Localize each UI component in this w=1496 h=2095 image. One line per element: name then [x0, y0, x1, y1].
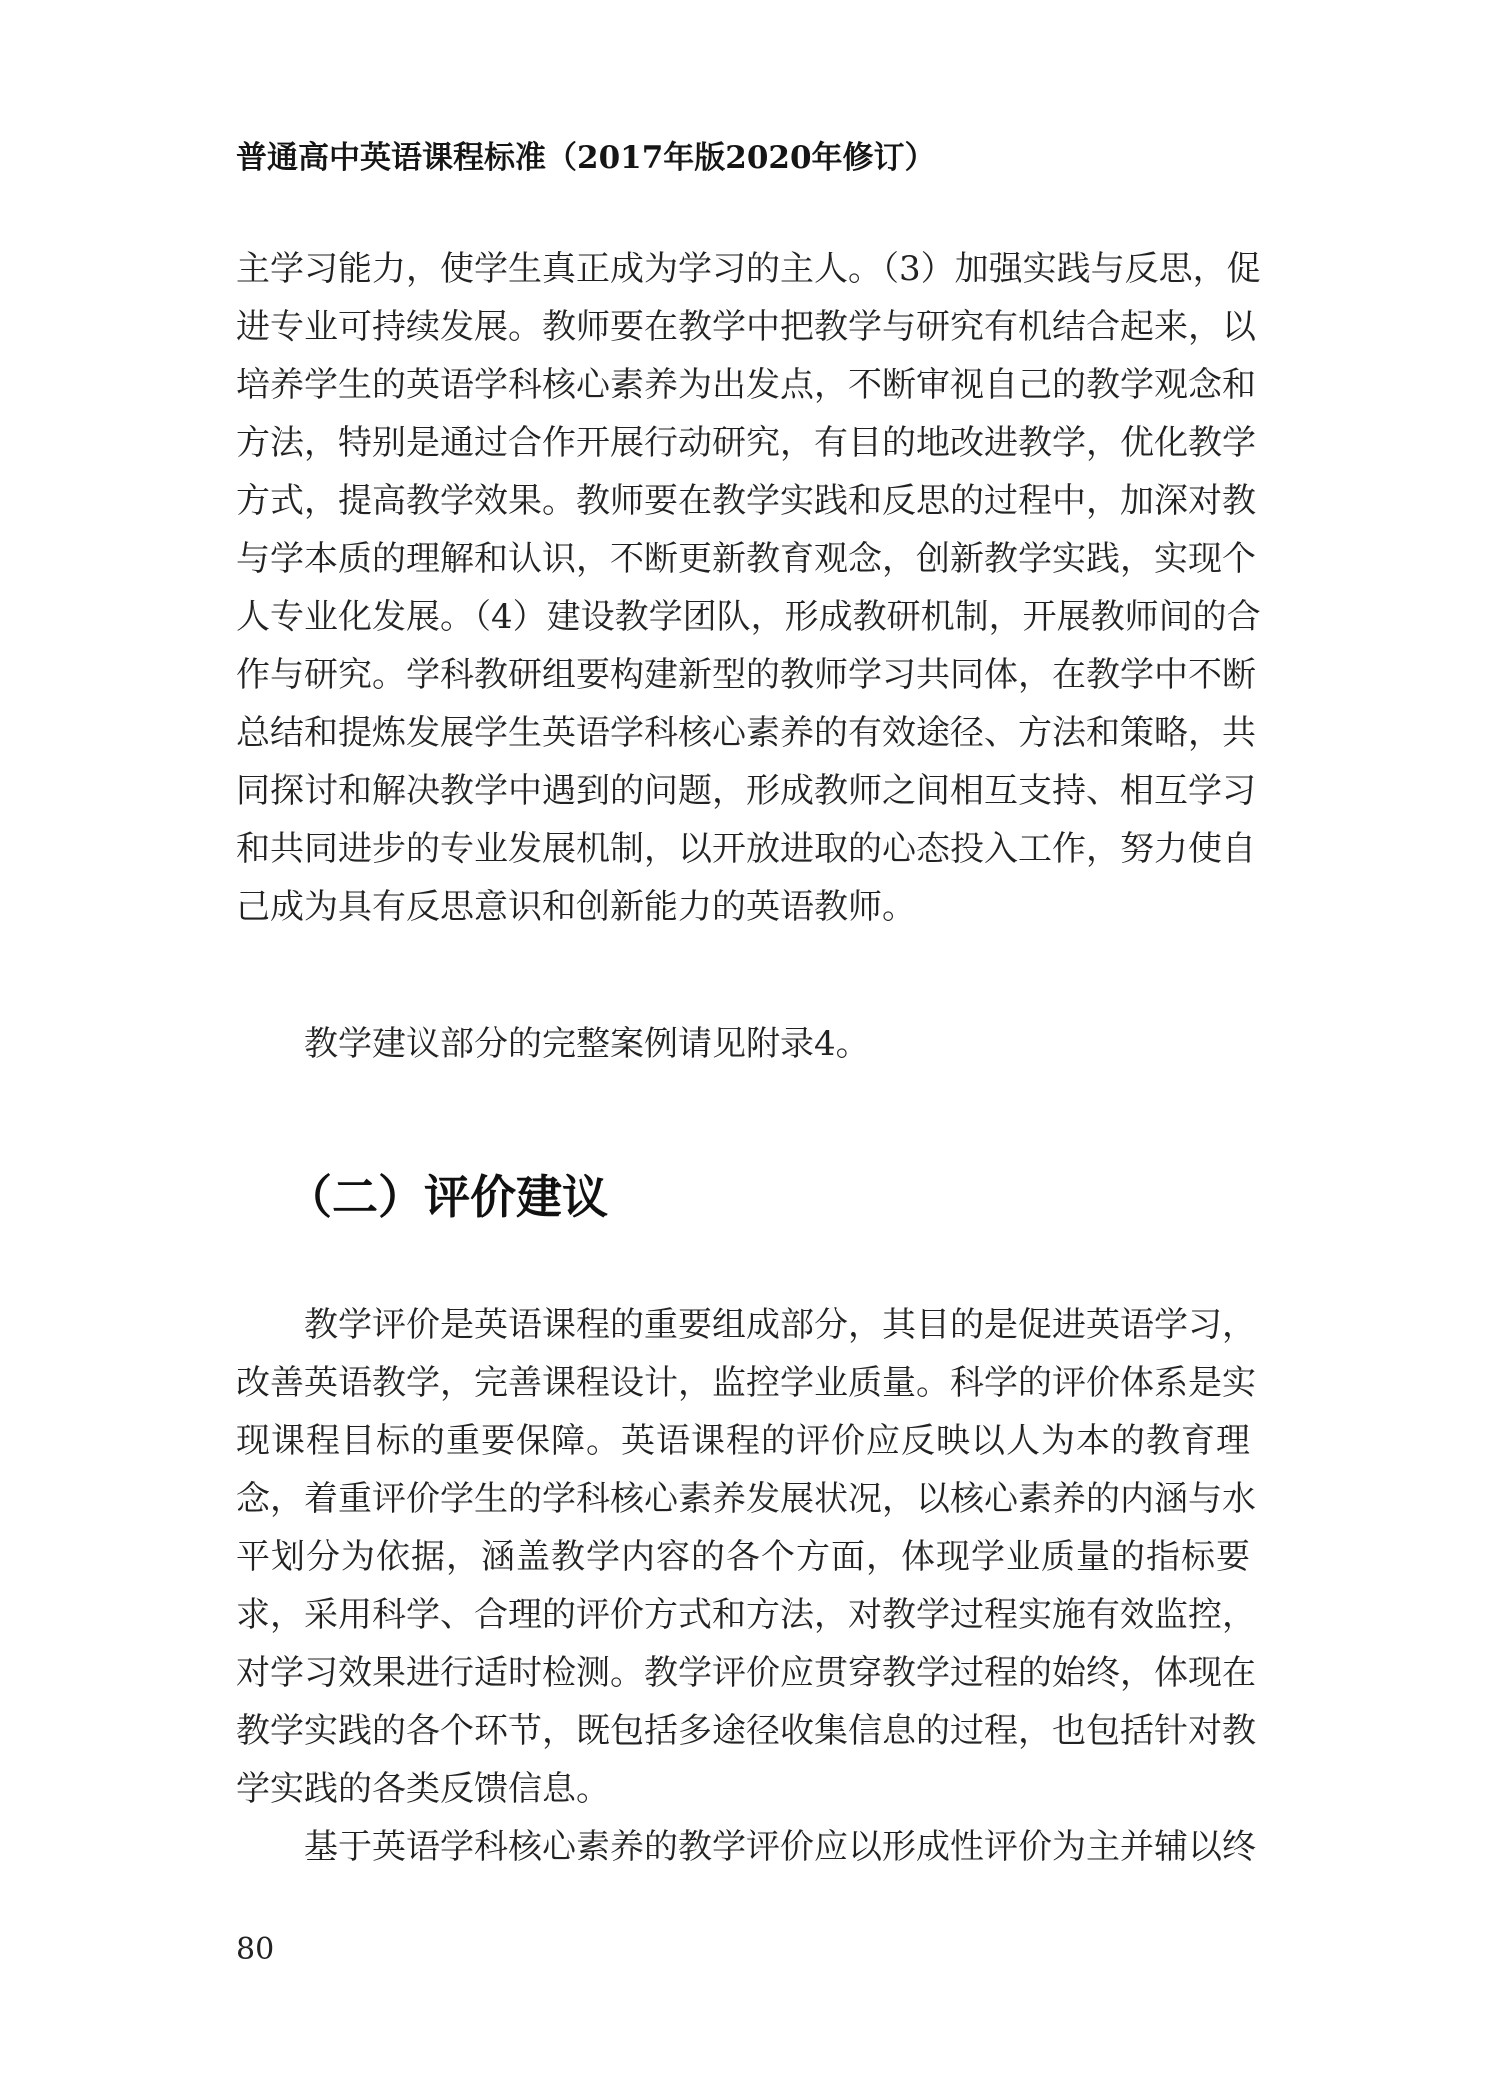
paragraph-line: 平划分为依据，涵盖教学内容的各个方面，体现学业质量的指标要: [236, 1537, 1250, 1577]
paragraph-line: 教学评价是英语课程的重要组成部分，其目的是促进英语学习，: [304, 1305, 1256, 1345]
paragraph-line: 方式，提高教学效果。教师要在教学实践和反思的过程中，加深对教: [236, 481, 1256, 521]
paragraph-line: 求，采用科学、合理的评价方式和方法，对教学过程实施有效监控，: [236, 1595, 1256, 1635]
section-heading: （二）评价建议: [286, 1170, 608, 1224]
paragraph-line: 教学实践的各个环节，既包括多途径收集信息的过程，也包括针对教: [236, 1711, 1256, 1751]
paragraph-line: 同探讨和解决教学中遇到的问题，形成教师之间相互支持、相互学习: [236, 771, 1256, 811]
paragraph-line: 对学习效果进行适时检测。教学评价应贯穿教学过程的始终，体现在: [236, 1653, 1256, 1693]
paragraph-line: 培养学生的英语学科核心素养为出发点，不断审视自己的教学观念和: [236, 365, 1256, 405]
paragraph-line: 现课程目标的重要保障。英语课程的评价应反映以人为本的教育理: [236, 1421, 1250, 1461]
body-paragraph-1: [236, 240, 1261, 936]
paragraph-line: 和共同进步的专业发展机制，以开放进取的心态投入工作，努力使自: [236, 829, 1256, 869]
paragraph-line: 基于英语学科核心素养的教学评价应以形成性评价为主并辅以终: [304, 1827, 1256, 1867]
paragraph-line: 进专业可持续发展。教师要在教学中把教学与研究有机结合起来，以: [236, 307, 1256, 347]
page-number: 80: [236, 1932, 275, 1967]
running-header: 普通高中英语课程标准（2017年版2020年修订）: [236, 140, 936, 176]
paragraph-line: 方法，特别是通过合作开展行动研究，有目的地改进教学，优化教学: [236, 423, 1256, 463]
paragraph-line: 学实践的各类反馈信息。: [236, 1769, 610, 1809]
paragraph-line: 作与研究。学科教研组要构建新型的教师学习共同体，在教学中不断: [236, 655, 1256, 695]
paragraph-line: 主学习能力，使学生真正成为学习的主人。（3）加强实践与反思，促: [236, 249, 1261, 289]
paragraph-line: 总结和提炼发展学生英语学科核心素养的有效途径、方法和策略，共: [236, 713, 1256, 753]
paragraph-line: 念，着重评价学生的学科核心素养发展状况，以核心素养的内涵与水: [236, 1479, 1256, 1519]
appendix-note: 教学建议部分的完整案例请见附录4。: [304, 1024, 870, 1064]
paragraph-line: 己成为具有反思意识和创新能力的英语教师。: [236, 887, 916, 927]
paragraph-line: 与学本质的理解和认识，不断更新教育观念，创新教学实践，实现个: [236, 539, 1256, 579]
body-paragraph-2: [236, 1296, 1256, 1818]
paragraph-line: 人专业化发展。（4）建设教学团队，形成教研机制，开展教师间的合: [236, 597, 1261, 637]
body-paragraph-3: [236, 1818, 1256, 1876]
paragraph-line: 改善英语教学，完善课程设计，监控学业质量。科学的评价体系是实: [236, 1363, 1256, 1403]
